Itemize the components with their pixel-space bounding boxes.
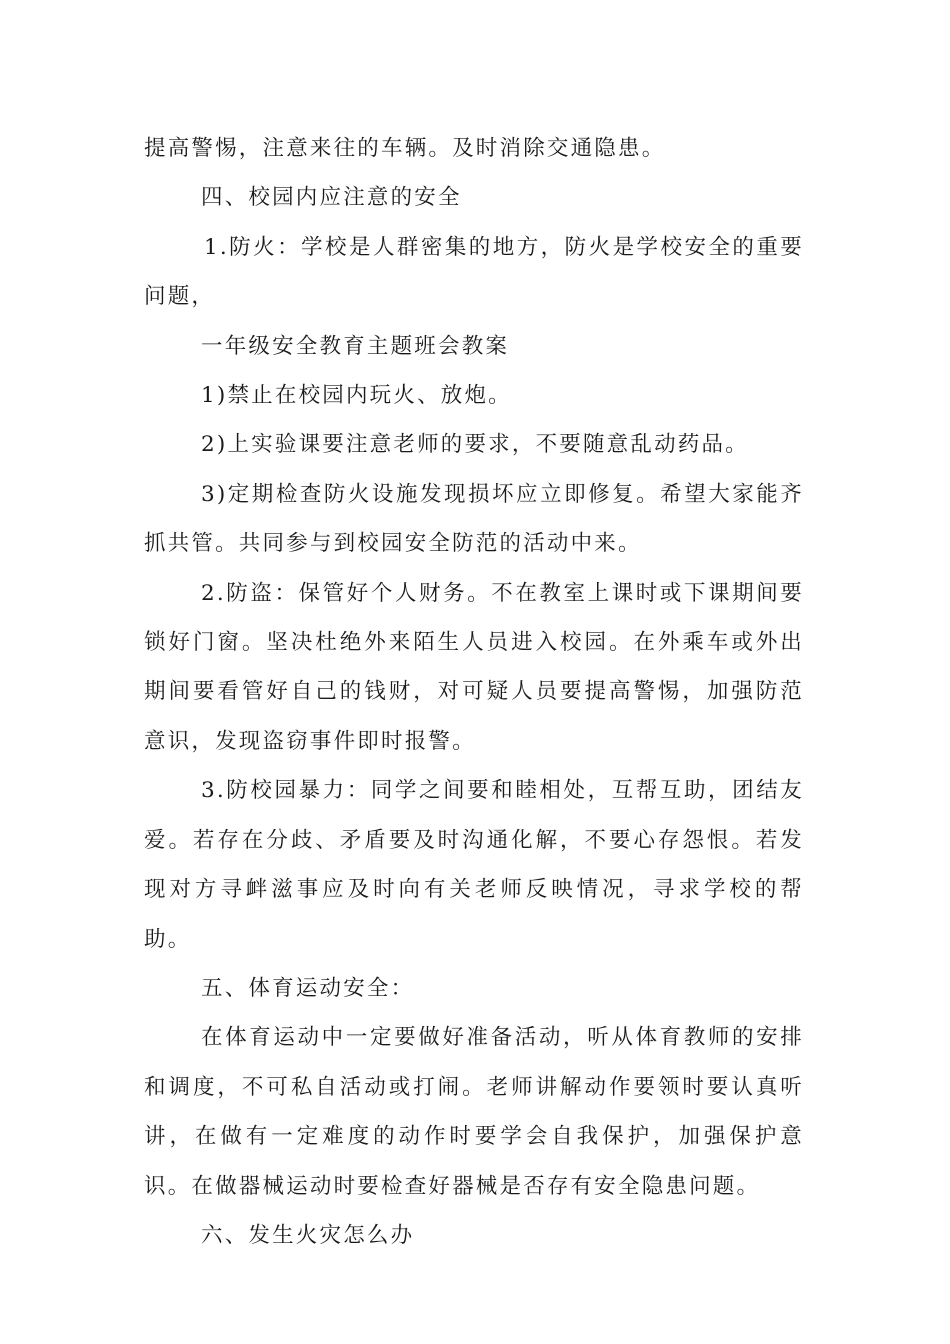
section-heading-campus-safety: 四、校园内应注意的安全 — [201, 185, 462, 211]
list-item-fire-2: 2)上实验课要注意老师的要求，不要随意乱动药品。 — [201, 432, 749, 458]
list-item-fire-3: 3)定期检查防火设施发现损坏应立即修复。希望大家能齐抓共管。共同参与到校园安全防范的活动中来。 — [144, 481, 804, 557]
paragraph-traffic-continuation: 提高警惕，注意来往的车辆。及时消除交通隐患。 — [144, 136, 666, 161]
paragraph-sports-safety: 在体育运动中一定要做好准备活动，听从体育教师的安排和调度，不可私自活动或打闹。老师讲解动作要领时要认真听讲，在做有一定难度的动作时要学会自我保护，加强保护意识。在做器械运动时要检查好器械是否存有安全隐患问题。 — [144, 1025, 804, 1199]
paragraph-lesson-title: 一年级安全教育主题班会教案 — [201, 333, 510, 359]
section-heading-sports-safety: 五、体育运动安全： — [201, 975, 415, 1001]
list-item-fire-1: 1)禁止在校园内玩火、放炮。 — [201, 383, 512, 409]
paragraph-violence-prevention: 3.防校园暴力：同学之间要和睦相处，互帮互助，团结友爱。若存在分歧、矛盾要及时沟通化解，不要心存怨恨。若发现对方寻衅滋事应及时向有关老师反映情况，寻求学校的帮助。 — [144, 778, 804, 952]
section-heading-fire-response: 六、发生火灾怎么办 — [201, 1222, 415, 1248]
paragraph-fire-prevention: 1.防火：学校是人群密集的地方，防火是学校安全的重要问题， — [144, 234, 804, 310]
paragraph-theft-prevention: 2.防盗：保管好个人财务。不在教室上课时或下课期间要锁好门窗。坚决杜绝外来陌生人员进入校园。在外乘车或外出期间要看管好自己的钱财，对可疑人员要提高警惕，加强防范意识，发现盗窃事件即时报警。 — [144, 580, 804, 754]
